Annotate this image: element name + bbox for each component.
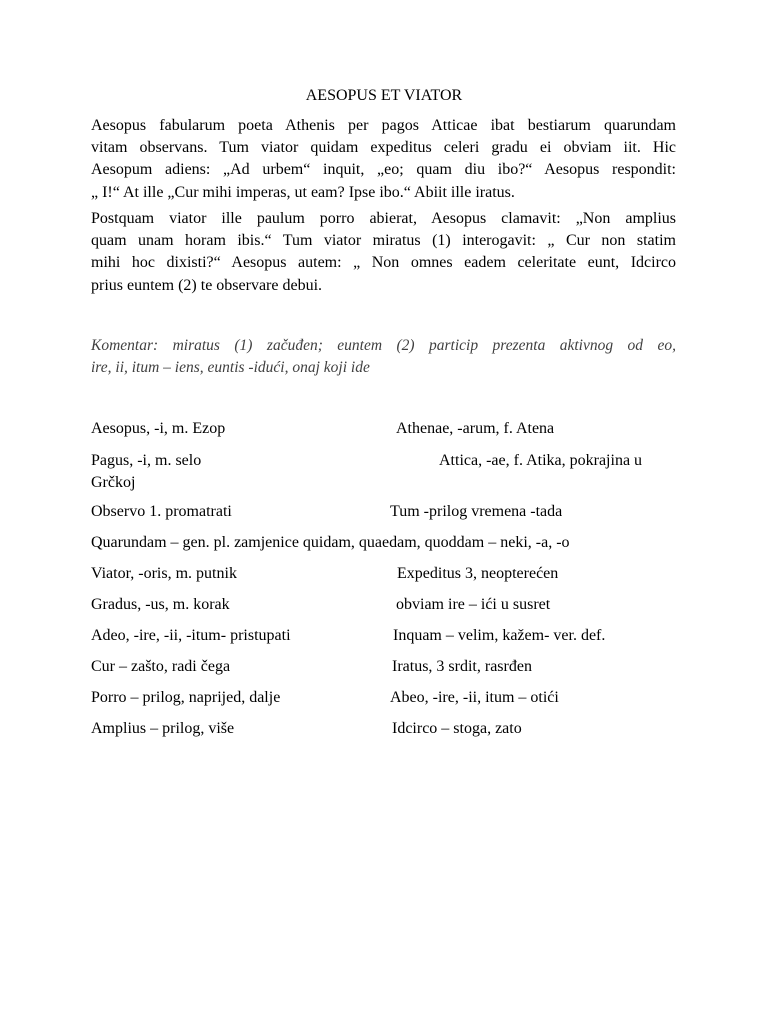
- vocabulary-entry: Porro – prilog, naprijed, dalje: [91, 689, 281, 706]
- vocabulary-entry: Amplius – prilog, više: [91, 720, 235, 737]
- document-title: AESOPUS ET VIATOR: [305, 87, 463, 104]
- vocabulary-entry: Aesopus, -i, m. Ezop: [91, 420, 226, 437]
- vocabulary-row: [91, 450, 676, 494]
- paragraph-line: mihi hoc dixisti?“ Aesopus autem: „ Non omnes eadem celeritate eunt, Idcirco: [91, 254, 676, 272]
- vocabulary-entry: Adeo, -ire, -ii, -itum- pristupati: [91, 627, 291, 644]
- vocabulary-entry: Quarundam – gen. pl. zamjenice quidam, quaedam, quoddam – neki, -a, -o: [91, 534, 570, 551]
- vocabulary-entry: Attica, -ae, f. Atika, pokrajina u: [439, 452, 643, 469]
- paragraph-line: Postquam viator ille paulum porro abierat, Aesopus clamavit: „Non amplius: [91, 210, 676, 227]
- vocabulary-entry: Gradus, -us, m. korak: [91, 596, 230, 613]
- vocabulary-entry: Abeo, -ire, -ii, itum – otići: [390, 689, 559, 706]
- vocabulary-entry: Viator, -oris, m. putnik: [91, 565, 237, 582]
- vocabulary-entry-continuation: Grčkoj: [91, 474, 136, 491]
- paragraph-line: „ I!“ At ille „Cur mihi imperas, ut eam? Ipse ibo.“ Abiit ille iratus.: [91, 183, 515, 201]
- paragraph-line: prius euntem (2) te observare debui.: [91, 276, 323, 294]
- vocabulary-entry: Expeditus 3, neopterećen: [397, 565, 559, 582]
- vocabulary-entry: Inquam – velim, kažem- ver. def.: [393, 627, 606, 644]
- paragraph-line: vitam observans. Tum viator quidam expeditus celeri gradu ei obviam iit. Hic: [91, 139, 676, 157]
- vocabulary-entry: Athenae, -arum, f. Atena: [396, 420, 555, 437]
- vocabulary-entry: Idcirco – stoga, zato: [392, 720, 522, 737]
- paragraph-line: quam unam horam ibis.“ Tum viator miratus (1) interogavit: „ Cur non statim: [91, 232, 676, 250]
- paragraph-line: Aesopus fabularum poeta Athenis per pagos Atticae ibat bestiarum quarundam: [91, 117, 676, 134]
- commentary-line: ire, ii, itum – iens, euntis -idući, onaj koji ide: [91, 359, 370, 376]
- paragraph-line: Aesopum adiens: „Ad urbem“ inquit, „eo; quam diu ibo?“ Aesopus respondit:: [91, 161, 676, 179]
- vocabulary-entry: obviam ire – ići u susret: [396, 596, 551, 613]
- vocabulary-entry: Iratus, 3 srdit, rasrđen: [392, 658, 532, 675]
- vocabulary-entry: Tum -prilog vremena -tada: [390, 503, 563, 520]
- vocabulary-entry: Pagus, -i, m. selo: [91, 452, 202, 469]
- vocabulary-entry: Observo 1. promatrati: [91, 503, 232, 520]
- commentary-line: Komentar: miratus (1) začuđen; euntem (2) particip prezenta aktivnog od eo,: [91, 337, 676, 354]
- vocabulary-entry: Cur – zašto, radi čega: [91, 658, 231, 675]
